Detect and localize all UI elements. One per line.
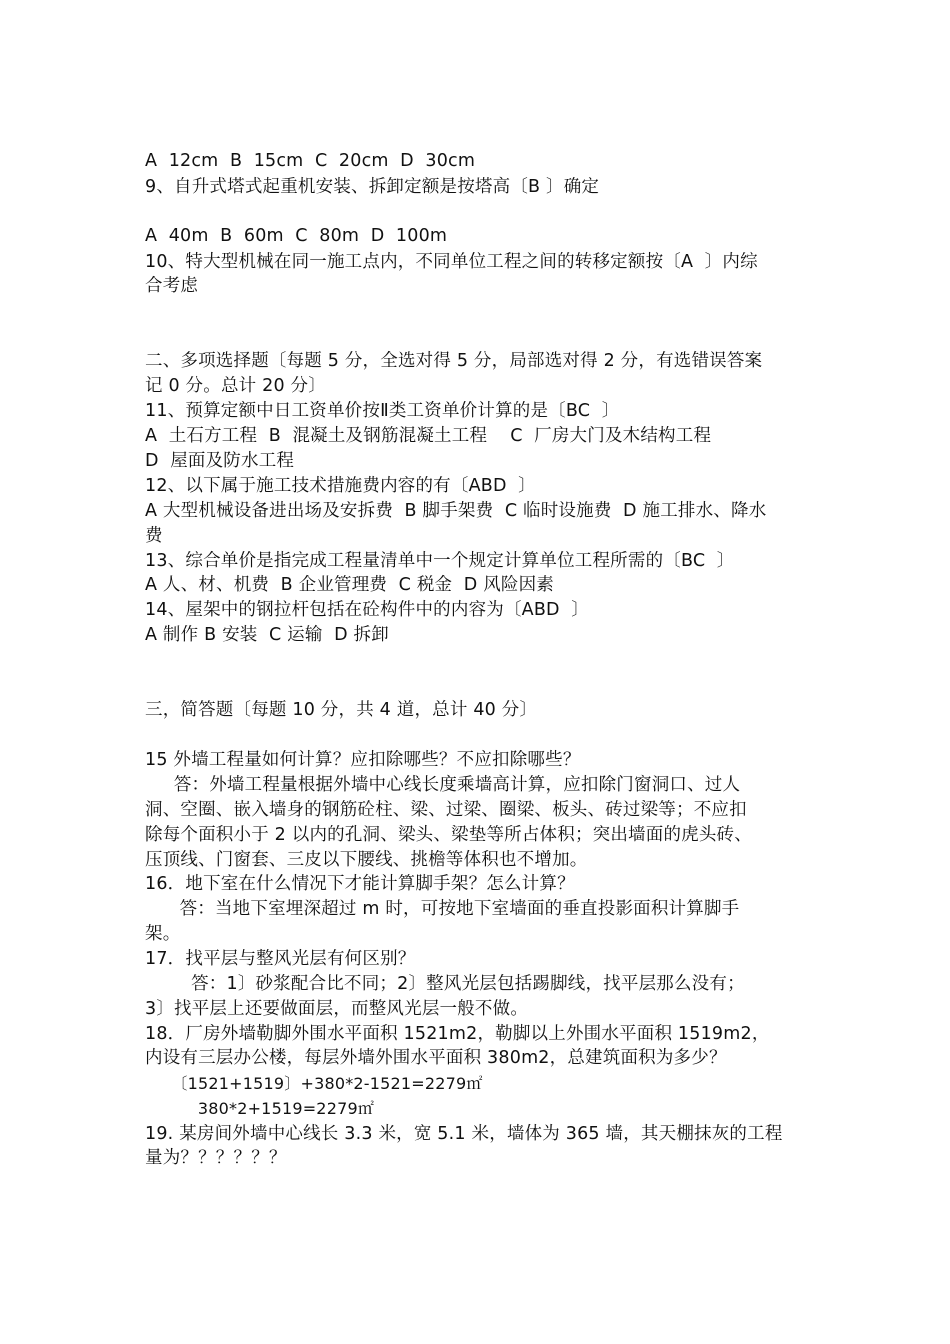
q15-answer-cont-3: 压顶线、门窗套、三皮以下腰线、挑檐等体积也不增加。 bbox=[145, 850, 588, 870]
q11-options: A 土石方工程 B 混凝土及钢筋混凝土工程 C 厂房大门及木结构工程 bbox=[145, 426, 712, 446]
q15-answer-cont-2: 除每个面积小于 2 以内的孔洞、梁头、梁垫等所占体积；突出墙面的虎头砖、 bbox=[145, 825, 752, 845]
q19-question: 19. 某房间外墙中心线长 3.3 米，宽 5.1 米，墙体为 365 墙，其天棚抹灰的工程 bbox=[145, 1124, 783, 1144]
q17-answer: 答：1〕砂浆配合比不同；2〕整风光层包括踢脚线，找平层那么没有； bbox=[145, 974, 745, 994]
q13-options: A 人、材、机费 B 企业管理费 C 税金 D 风险因素 bbox=[145, 575, 554, 595]
q18-calc-1: 〔1521+1519〕+380*2-1521=2279㎡ bbox=[145, 1074, 483, 1093]
section-3-heading: 三，简答题〔每题 10 分，共 4 道，总计 40 分〕 bbox=[145, 700, 538, 720]
q17-answer-cont: 3〕找平层上还要做面层，而整风光层一般不做。 bbox=[145, 999, 529, 1019]
q14-options: A 制作 B 安装 C 运输 D 拆卸 bbox=[145, 625, 389, 645]
q15-answer: 答：外墙工程量根据外墙中心线长度乘墙高计算，应扣除门窗洞口、过人 bbox=[145, 775, 741, 795]
q19-question-cont: 量为？？？？？？ bbox=[145, 1148, 287, 1168]
q11-question: 11、预算定额中日工资单价按Ⅱ类工资单价计算的是〔BC 〕 bbox=[145, 401, 620, 421]
q10-question: 10、特大型机械在同一施工点内，不同单位工程之间的转移定额按〔A 〕内综 bbox=[145, 252, 758, 272]
q11-options-cont: D 屋面及防水工程 bbox=[145, 451, 295, 471]
q18-question: 18．厂房外墙勒脚外围水平面积 1521m2，勒脚以上外围水平面积 1519m2， bbox=[145, 1024, 770, 1044]
q18-calc-2: 380*2+1519=2279㎡ bbox=[145, 1099, 375, 1118]
q13-question: 13、综合单价是指完成工程量清单中一个规定计算单位工程所需的〔BC 〕 bbox=[145, 551, 735, 571]
q12-question: 12、以下属于施工技术措施费内容的有〔ABD 〕 bbox=[145, 476, 536, 496]
q8-options: A 12cm B 15cm C 20cm D 30cm bbox=[145, 151, 476, 171]
section-2-heading: 二、多项选择题〔每题 5 分，全选对得 5 分，局部选对得 2 分，有选错误答案 bbox=[145, 351, 763, 371]
q9-options: A 40m B 60m C 80m D 100m bbox=[145, 226, 448, 246]
q16-answer-cont: 架。 bbox=[145, 924, 181, 944]
q12-options: A 大型机械设备进出场及安拆费 B 脚手架费 C 临时设施费 D 施工排水、降水 bbox=[145, 501, 767, 521]
q9-question: 9、自升式塔式起重机安装、拆卸定额是按塔高〔B 〕确定 bbox=[145, 177, 600, 197]
q16-answer: 答：当地下室埋深超过 m 时，可按地下室墙面的垂直投影面积计算脚手 bbox=[145, 899, 740, 919]
q17-question: 17．找平层与整风光层有何区别？ bbox=[145, 949, 416, 969]
q15-question: 15 外墙工程量如何计算？应扣除哪些？不应扣除哪些？ bbox=[145, 750, 581, 770]
q16-question: 16．地下室在什么情况下才能计算脚手架？怎么计算？ bbox=[145, 874, 575, 894]
q15-answer-cont-1: 洞、空圈、嵌入墙身的钢筋砼柱、梁、过梁、圈梁、板头、砖过梁等；不应扣 bbox=[145, 800, 747, 820]
q10-question-cont: 合考虑 bbox=[145, 276, 199, 296]
q18-question-cont: 内设有三层办公楼，每层外墙外围水平面积 380m2，总建筑面积为多少？ bbox=[145, 1048, 727, 1068]
section-2-heading-cont: 记 0 分。总计 20 分〕 bbox=[145, 376, 326, 396]
q14-question: 14、屋架中的钢拉杆包括在砼构件中的内容为〔ABD 〕 bbox=[145, 600, 589, 620]
q12-options-cont: 费 bbox=[145, 526, 163, 546]
